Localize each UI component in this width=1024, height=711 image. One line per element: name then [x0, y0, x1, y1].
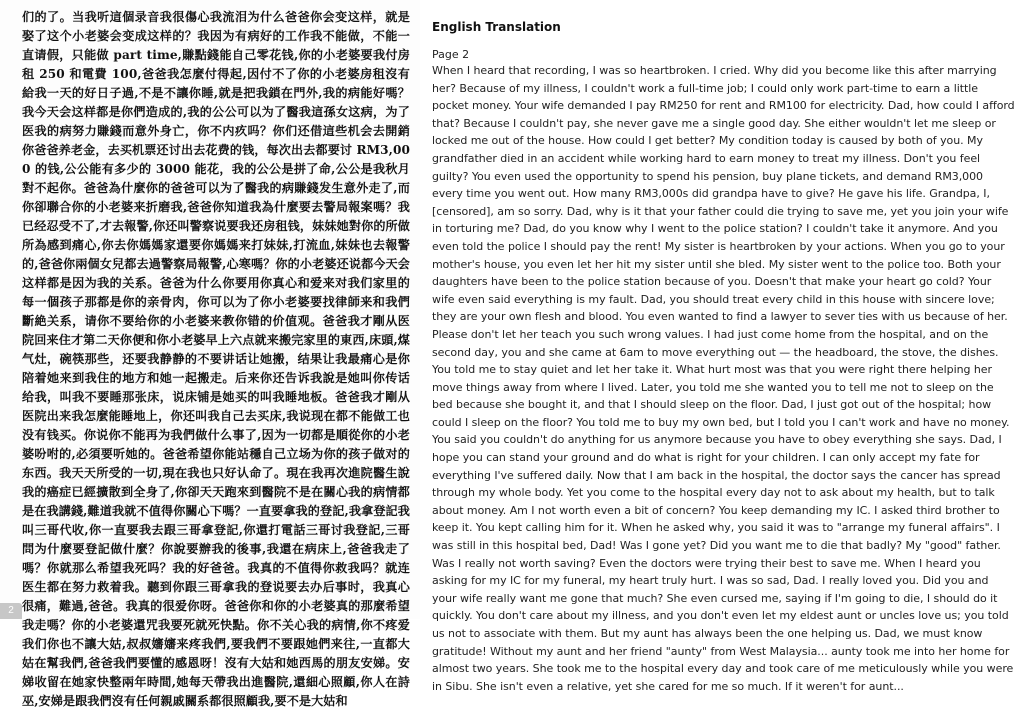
original-document-page [0, 0, 420, 708]
page-label: Page 2 [432, 48, 470, 61]
translation-title: English Translation [432, 20, 561, 34]
translation-body: When I heard that recording, I was so heartbroken. I cried. Why did you become like this after marrying her? Because of my illness, I couldn't work a full-time job; I could only work part-time to earn a little pocket money. Your wife demanded I pay RM250 for rent and RM100 for electricity. Dad, how could I afford that? Because I couldn't pay, she never gave me a single good day. She either wouldn't let me sleep or locked me out of the house. How could I get better? My condition today is caused by both of you. My grandfather died in an accident while working hard to earn money to treat my illness. Don't you feel guilty? You even used the opportunity to spend his pension, buy plane tickets, and demand RM3,000 every time you went out. How many RM3,000s did grandpa have to give? He gave his life. Grandpa, I, [censored], am so sorry. Dad, why is it that your father could die trying to save me, yet you join your wife in torturing me? Dad, do you know why I went to the police station? I couldn't take it anymore. And you even told the police I should pay the rent! My sister is heartbroken by your actions. When you go to your mother's house, you even let her hit my sister until she bled. My sister went to the police too. Both your daughters have been to the police station because of you. Doesn't that make your heart go cold? Your wife even said everything is my fault. Dad, you should treat every child in this house with sincere love; they are your own flesh and blood. You even wanted to find a lawyer to sever ties with us because of her. Please don't let her teach you such wrong values. I had just come home from the hospital, and on the second day, you and she came at 6am to move everything out — the headboard, the stove, the dishes. You told me to stay quiet and let her take it. What hurt most was that you were right there helping her move things away from where I lived. Later, you told me she wanted you to tell me not to sleep on the bed because she bought it, and that I should sleep on the floor. Dad, I just got out of the hospital; how could I sleep on the floor? You told me to buy my own bed, but I told you I can't work and have no money. You said you couldn't do anything for us anymore because you have to obey everything she says. Dad, I hope you can stand your ground and do what is right for your children. I can only accept my fate for everything I've suffered daily. Now that I am back in the hospital, the doctor says the cancer has spread through my whole body. Yet you come to the hospital every day not to ask about my health, but to talk about money. Am I not worth even a bit of concern? You keep demanding my IC. I asked third brother to keep it. You kept calling him for it. When he asked why, you said it was to "arrange my funeral affairs". I was still in this hospital bed, Dad! Was I gone yet? Did you want me to die that badly? My "good" father. Was I really not worth saving? Even the doctors were trying their best to save me. When I heard you asking for my IC for my funeral, my heart truly hurt. I was so sad, Dad. I really loved you. Did you and your wife really want me gone that much? She even cursed me, saying if I'm going to die, I should do it quickly. You don't care about my illness, and you don't even let my eldest aunt or uncles love us; you told us not to associate with them. But my aunt has always been the one helping us. Dad, we must know gratitude! Without my aunt and her friend "aunty" from West Malaysia... aunty took me into her home for almost two years. She took me to the hospital every day and took care of me meticulously while you were in Sibu. She isn't even a relative, yet she cared for me so much. If it weren't for aunt... [432, 64, 1015, 693]
original-chinese-text: 们的了。当我听這個录音我很傷心我流泪为什么爸爸你会变这样，就是娶了这个小老婆会变成这样的？我因为有病好的工作我不能做，不能一直请假，只能做 part time,賺點錢能自己零花钱,你的小老婆要我付房租 250 和電費 100,爸爸我怎麼付得起,因付不了你的小老婆房租沒有給我一天的好日子過,不是不讓你睡,就是把我鎖在門外,我的病能好嗎？我今天会这样都是你們造成的,我的公公可以为了醫我這孫女这病，为了医我的病努力賺錢而意外身亡，你不内疚吗？你们还借這些机会去開銷你爸爸养老金，去买机票还讨出去花费的钱，每次出去都要讨 RM3,000 的钱,公公能有多少的 3000 能花，我的公公是拼了命,公公是我秋月對不起你。爸爸為什麼你的爸爸可以为了醫我的病賺錢发生意外走了,而你卻聯合你的小老婆来折磨我,爸爸你知道我為什麼要去警局報案嗎？我已经忍受不了,才去報警,你还叫警察说要我还房租钱，妹妹她對你的所做所為感到痛心,你去你媽媽家還要你媽媽来打妹妹,打流血,妹妹也去報警的,爸爸你兩個女兒都去過警察局報警,心寒嗎？你的小老婆还说都今天会这样都是因为我的关系。爸爸为什么你要用你真心和爱来对我们家里的每一個孩子那都是你的亲骨肉，你可以为了你小老婆要找律師来和我們斷絶关系，请你不要给你的小老婆来教你错的价值观。爸爸我才剛从医院回来住才第二天你便和你小老婆早上六点就来搬完家里的東西,床頭,煤气灶，碗筷那些，还要我静静的不要讲话让她搬，结果让我最痛心是你陪着她来到我住的地方和她一起搬走。后来你还告诉我說是她叫你传话给我，叫我不要睡那张床，说床铺是她买的叫我睡地板。爸爸我才剛从医院出来我怎麼能睡地上，你还叫我自己去买床,我说现在都不能做工也没有钱买。你说你不能再为我們做什么事了,因为一切都是順從你的小老婆吩咐的,必須要听她的。爸爸希望你能站穩自己立场为你的孩子做对的东西。我天天所受的一切,現在我也只好认命了。現在我再次進院醫生說我的癌症已經擴散到全身了,你卻天天跑來到醫院不是在關心我的病情都是在我講錢,難道我就不值得你關心下嗎？一直要拿我的登記,我拿登記我叫三哥代收,你一直要我去跟三哥拿登記,你還打電話三哥讨我登記,三哥問为什麼要登記做什麼？你說要辦我的後事,我還在病床上,爸爸我走了嗎？你就那么希望我死吗？我的好爸爸。我真的不值得你救我吗？就连医生都在努力救着我。聽到你跟三哥拿我的登说要去办后事时，我真心很痛，難過,爸爸。我真的很爱你呀。爸爸你和你的小老婆真的那麼希望我走嗎？你的小老婆還咒我要死就死快點。你不关心我的病情,你不疼爱我们你也不讓大姑,叔叔嬸嬸来疼我們,要我們不要跟她們来往,一直都大姑在幫我們,爸爸我們要懂的感恩呀！沒有大姑和她西馬的朋友安娣。安娣收留在她家快整兩年時間,她每天帶我出進醫院,還細心照顧,你人在詩巫,安娣是跟我們沒有任何親戚關系都很照顧我,要不是大姑和 [22, 10, 410, 708]
page-number-tab[interactable]: 2 [0, 603, 22, 619]
translation-panel [430, 0, 1016, 693]
